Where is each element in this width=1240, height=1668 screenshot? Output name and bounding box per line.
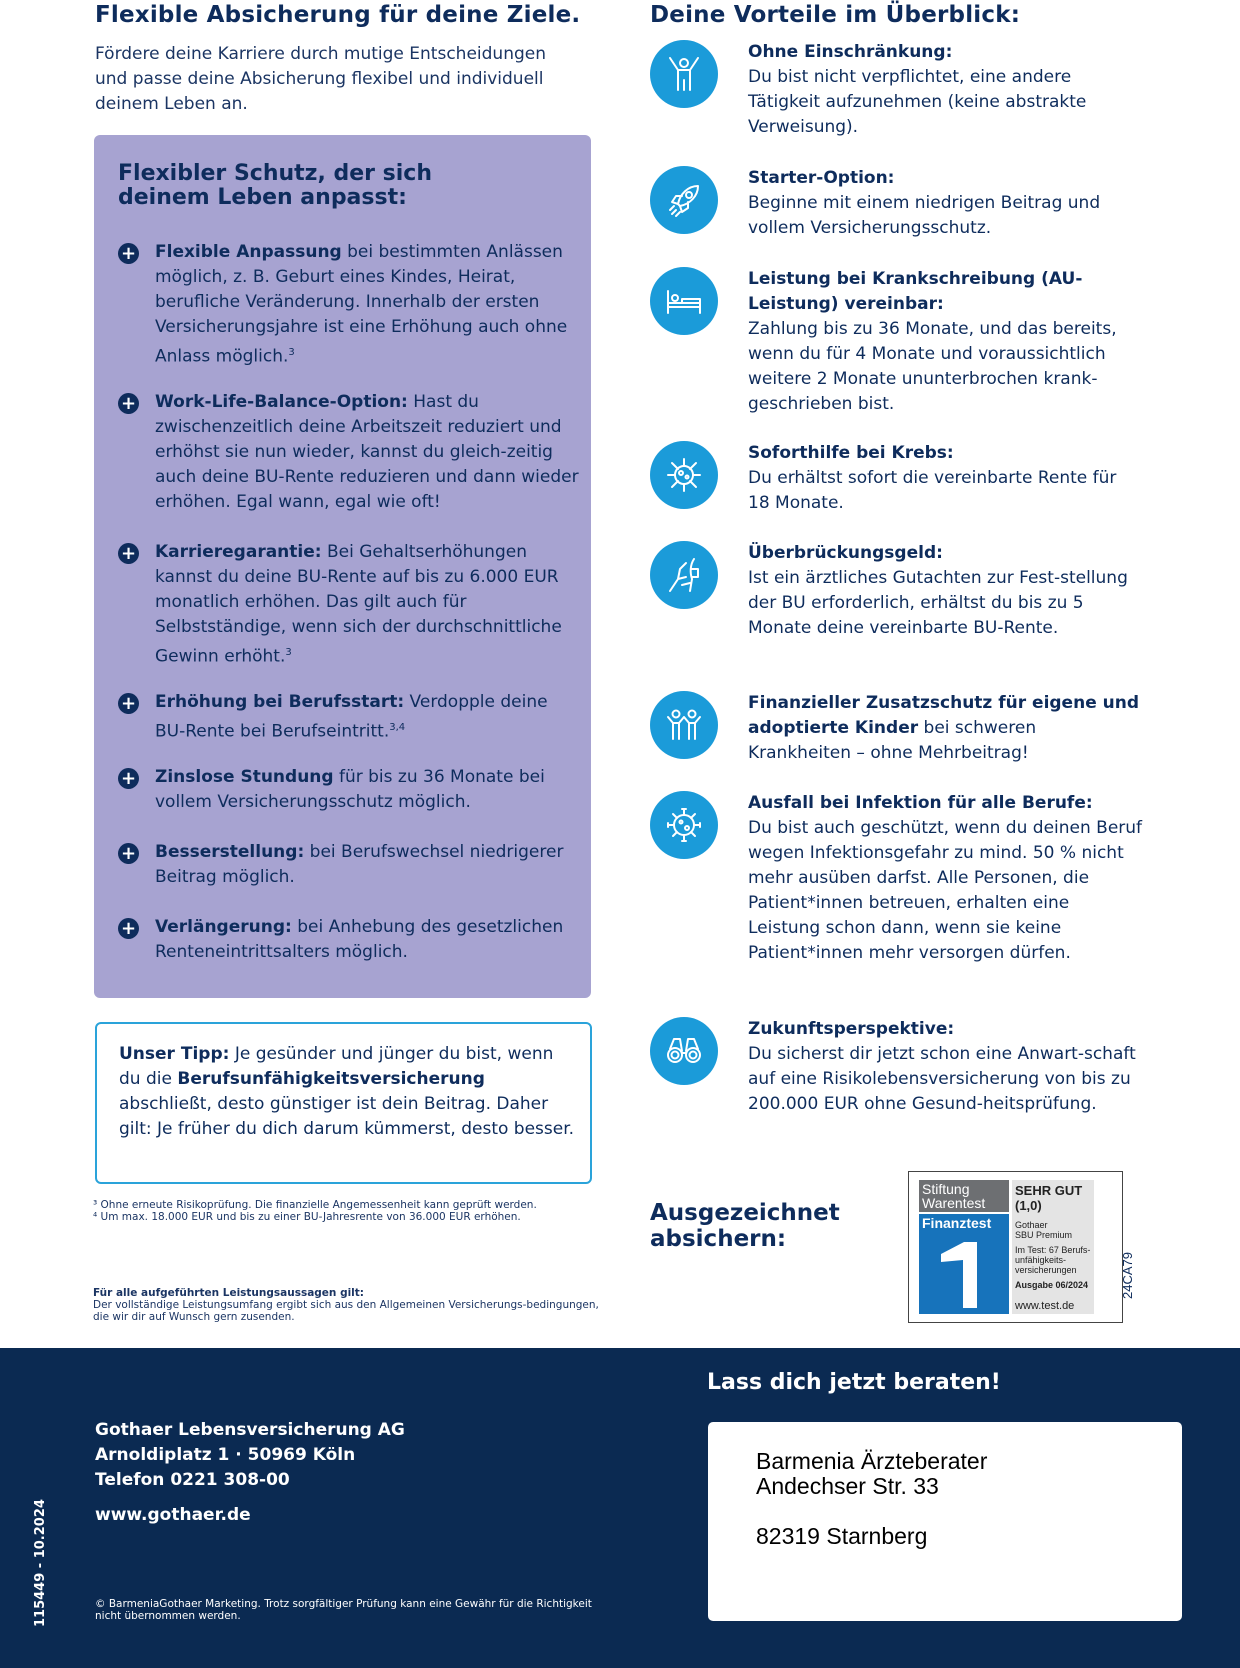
copyright-note: © BarmeniaGothaer Marketing. Trotz sorgfältiger Prüfung kann eine Gewähr für die Richtigkeit nicht übernommen werden. (95, 1598, 592, 1622)
box-title-line1: Flexibler Schutz, der sich (118, 161, 433, 186)
cell-icon (650, 441, 718, 509)
plus-icon: + (118, 243, 139, 264)
test-seal-badge: Stiftung Warentest Finanztest SEHR GUT (1,0) Gothaer SBU Premium Im Test: 67 Berufs- unfähigkeits- versicherungen Ausgabe 06/2024 www.test.de 24CA79 (908, 1171, 1123, 1323)
plus-icon: + (118, 393, 139, 414)
helping-hand-icon (650, 541, 718, 609)
binoculars-icon (650, 1017, 718, 1085)
box-title-line2: deinem Leben anpasst: (118, 185, 407, 210)
rocket-icon (650, 166, 718, 234)
plus-icon: + (118, 543, 139, 564)
website-link[interactable]: www.gothaer.de (95, 1505, 251, 1525)
plus-icon: + (118, 843, 139, 864)
print-code: 115449 - 10.2024 (33, 1499, 48, 1627)
test-grade: SEHR GUT (1,0) (1015, 1183, 1083, 1213)
cta-heading: Lass dich jetzt beraten! (707, 1370, 1001, 1395)
person-arms-up-icon (650, 40, 718, 108)
company-address: Gothaer Lebensversicherung AG Arnoldiplatz 1 · 50969 Köln Telefon 0221 308-00 (95, 1420, 405, 1490)
advisor-address-box: Barmenia Ärzteberater Andechser Str. 33 82319 Starnberg (708, 1422, 1182, 1621)
warentest-label: Stiftung Warentest (919, 1180, 1009, 1212)
finanztest-logo-icon (919, 1232, 1009, 1314)
legal-note: Für alle aufgeführten Leistungsaussagen gilt: Der vollständige Leistungsumfang ergibt sich aus den Allgemeinen Versicherungs-bedingungen, die wir dir auf Wunsch gern zusenden. (93, 1287, 599, 1323)
plus-icon: + (118, 768, 139, 789)
footer (0, 1348, 1240, 1668)
tip-label: Unser Tipp: (119, 1044, 230, 1064)
flexible-protection-box: Flexibler Schutz, der sich deinem Leben anpasst: + Flexible Anpassung bei bestimmten Anlässen möglich, z. B. Geburt eines Kindes, Heirat, berufliche Veränderung. Innerhalb der ersten Versicherungsjahre ist eine Erhöhung auch ohne Anlass möglich.$^3$ + Work-Life-Balance-Option: Hast du zwischenzeitlich deine Arbeitszeit reduziert und erhöhst sie nun wieder, kannst du gleich-zeitig auch deine BU-Rente reduzieren und dann wieder erhöhen. Egal wann, egal wie oft! + Karrieregarantie: Bei Gehaltserhöhungen kannst du deine BU-Rente auf bis zu 6.000 EUR monatlich erhöhen. Das gilt auch für Selbstständige, wenn sich der durchschnittliche Gewinn erhöht.$^3$ + Erhöhung bei Berufsstart: Verdopple deine BU-Rente bei Berufseintritt.$^{3,4}$ + Zinslose Stundung für bis zu 36 Monate bei vollem Versicherungsschutz möglich. + Besserstellung: bei Berufswechsel niedrigerer Beitrag möglich. + Verlängerung: bei Anhebung des gesetzlichen Renteneintrittsalters möglich. (94, 135, 591, 998)
badge-code: 24CA79 (1120, 1252, 1135, 1299)
children-icon (650, 691, 718, 759)
plus-icon: + (118, 693, 139, 714)
bed-icon (650, 267, 718, 335)
intro-text: Fördere deine Karriere durch mutige Entscheidungen und passe deine Absicherung flexibel und individuell deinem Leben an. (95, 44, 546, 114)
virus-icon (650, 791, 718, 859)
tip-box: Unser Tipp: Je gesünder und jünger du bist, wenn du die Berufsunfähigkeitsversicherung abschließt, desto günstiger ist dein Beitrag. Daher gilt: Je früher du dich darum kümmerst, desto besser. (95, 1022, 592, 1184)
footnotes: ³ Ohne erneute Risikoprüfung. Die finanzielle Angemessenheit kann geprüft werden. ⁴ Um max. 18.000 EUR und bis zu einer BU-Jahresrente von 36.000 EUR erhöhen. (93, 1199, 537, 1223)
finanztest-label: Finanztest (919, 1214, 1009, 1232)
right-heading: Deine Vorteile im Überblick: (650, 2, 1021, 28)
plus-icon: + (118, 918, 139, 939)
box-title (118, 162, 432, 210)
left-heading: Flexible Absicherung für deine Ziele. (95, 2, 581, 28)
award-heading: Ausgezeichnet absichern: (650, 1200, 840, 1252)
